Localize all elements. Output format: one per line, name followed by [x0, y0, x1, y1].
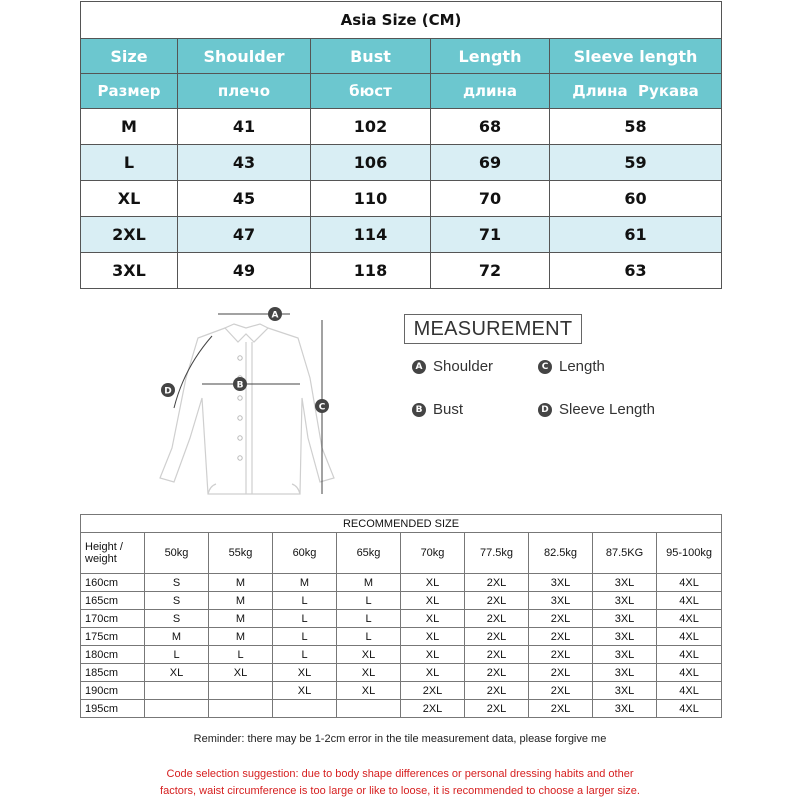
legend-d-icon: D — [538, 403, 552, 417]
recommended-size-cell: L — [273, 646, 337, 664]
marker-c-icon — [315, 399, 329, 413]
recommended-size-cell: 4XL — [657, 610, 722, 628]
recommended-size-cell: XL — [273, 664, 337, 682]
recommended-size-cell: XL — [401, 628, 465, 646]
recommended-size-cell: 4XL — [657, 700, 722, 718]
sleeve-cell: 58 — [550, 109, 722, 145]
recommended-size-cell: 2XL — [529, 646, 593, 664]
size-cell: XL — [81, 181, 178, 217]
legend-a-icon: A — [412, 360, 426, 374]
header-bust: Bust — [311, 39, 431, 74]
marker-c-label: C — [318, 402, 326, 413]
weight-header: 87.5KG — [593, 533, 657, 574]
marker-a-label: A — [271, 310, 279, 321]
height-weight-corner: Height / weight — [81, 533, 145, 574]
header-shoulder: Shoulder — [178, 39, 311, 74]
sleeve-cell: 61 — [550, 217, 722, 253]
marker-b-label: B — [236, 380, 244, 391]
header-bust-ru: бюст — [311, 74, 431, 109]
recommended-size-row — [81, 592, 722, 610]
recommended-size-cell — [145, 700, 209, 718]
recommended-size-cell: 3XL — [593, 682, 657, 700]
recommended-size-cell: 3XL — [593, 592, 657, 610]
legend-b-icon: B — [412, 403, 426, 417]
bust-cell: 102 — [311, 109, 431, 145]
header-length-ru: длина — [431, 74, 550, 109]
recommended-size-cell: 3XL — [529, 592, 593, 610]
recommended-size-row — [81, 700, 722, 718]
recommended-size-cell: M — [209, 574, 273, 592]
height-cell: 170cm — [81, 610, 145, 628]
legend-item-bust — [412, 401, 463, 418]
recommended-size-cell: XL — [401, 646, 465, 664]
bust-cell: 106 — [311, 145, 431, 181]
recommended-size-cell: 4XL — [657, 664, 722, 682]
recommended-size-cell: 2XL — [401, 682, 465, 700]
recommended-size-cell: 3XL — [593, 700, 657, 718]
weight-header: 95-100kg — [657, 533, 722, 574]
size-row — [81, 109, 722, 145]
recommended-size-cell: 2XL — [465, 682, 529, 700]
recommended-size-header — [81, 533, 722, 574]
length-cell: 68 — [431, 109, 550, 145]
recommended-size-cell: 2XL — [529, 610, 593, 628]
recommended-size-cell: M — [273, 574, 337, 592]
recommended-size-cell — [209, 682, 273, 700]
recommended-size-body — [81, 574, 722, 718]
recommended-size-cell — [145, 682, 209, 700]
recommended-size-title: RECOMMENDED SIZE — [81, 515, 722, 533]
recommended-size-cell: 4XL — [657, 628, 722, 646]
height-cell: 185cm — [81, 664, 145, 682]
recommended-size-row — [81, 574, 722, 592]
recommended-size-cell: XL — [401, 592, 465, 610]
bust-cell: 110 — [311, 181, 431, 217]
recommended-size-cell: M — [209, 592, 273, 610]
recommended-size-cell: S — [145, 592, 209, 610]
shoulder-cell: 45 — [178, 181, 311, 217]
size-chart-table — [80, 1, 722, 289]
recommended-size-cell: 2XL — [529, 664, 593, 682]
recommended-size-cell: 3XL — [593, 610, 657, 628]
measurement-legend-title: MEASUREMENT — [404, 314, 582, 344]
weight-header: 60kg — [273, 533, 337, 574]
recommended-size-cell: 4XL — [657, 646, 722, 664]
bust-cell: 114 — [311, 217, 431, 253]
recommended-size-cell: M — [337, 574, 401, 592]
recommended-size-cell — [337, 700, 401, 718]
recommended-size-cell: 2XL — [529, 628, 593, 646]
recommended-size-row — [81, 682, 722, 700]
recommended-size-cell: XL — [145, 664, 209, 682]
size-cell: 2XL — [81, 217, 178, 253]
recommended-size-cell: 4XL — [657, 592, 722, 610]
size-row — [81, 145, 722, 181]
recommended-size-cell: L — [273, 592, 337, 610]
size-row — [81, 217, 722, 253]
recommended-size-cell: M — [209, 628, 273, 646]
size-row — [81, 181, 722, 217]
length-cell: 71 — [431, 217, 550, 253]
recommended-size-row — [81, 664, 722, 682]
recommended-size-cell: 2XL — [529, 682, 593, 700]
legend-label: Shoulder — [433, 358, 494, 375]
recommended-size-cell: 4XL — [657, 682, 722, 700]
recommended-size-cell — [273, 700, 337, 718]
shoulder-cell: 41 — [178, 109, 311, 145]
recommended-size-cell: 3XL — [593, 574, 657, 592]
legend-item-length — [538, 358, 605, 375]
recommended-size-cell: XL — [337, 664, 401, 682]
header-size-ru: Размер — [81, 74, 178, 109]
header-sleeve-length-ru: Длина Рукава — [550, 74, 722, 109]
header-shoulder-ru: плечо — [178, 74, 311, 109]
recommended-size-cell: 2XL — [465, 574, 529, 592]
recommended-size-cell: 3XL — [593, 664, 657, 682]
recommended-size-cell: 2XL — [465, 646, 529, 664]
height-cell: 160cm — [81, 574, 145, 592]
shirt-measurement-diagram — [150, 298, 350, 498]
shoulder-cell: 47 — [178, 217, 311, 253]
recommended-size-cell: S — [145, 574, 209, 592]
header-sleeve-length: Sleeve length — [550, 39, 722, 74]
height-cell: 165cm — [81, 592, 145, 610]
height-cell: 175cm — [81, 628, 145, 646]
recommended-size-cell: M — [209, 610, 273, 628]
sleeve-cell: 59 — [550, 145, 722, 181]
length-cell: 72 — [431, 253, 550, 289]
size-chart-title: Asia Size (CM) — [81, 2, 722, 39]
shirt-button-icons — [238, 356, 242, 460]
height-cell: 190cm — [81, 682, 145, 700]
recommended-size-cell: 2XL — [465, 628, 529, 646]
legend-item-shoulder — [412, 358, 493, 375]
height-cell: 180cm — [81, 646, 145, 664]
recommended-size-cell: 2XL — [465, 592, 529, 610]
size-cell: 3XL — [81, 253, 178, 289]
weight-header: 70kg — [401, 533, 465, 574]
reminder-note: Reminder: there may be 1-2cm error in the tile measurement data, please forgive me — [193, 733, 607, 745]
length-cell: 70 — [431, 181, 550, 217]
weight-header: 77.5kg — [465, 533, 529, 574]
weight-header: 65kg — [337, 533, 401, 574]
legend-label: Length — [559, 358, 605, 375]
recommended-size-cell — [209, 700, 273, 718]
recommended-size-cell: 3XL — [593, 646, 657, 664]
size-cell: M — [81, 109, 178, 145]
sleeve-cell: 60 — [550, 181, 722, 217]
header-length: Length — [431, 39, 550, 74]
sleeve-measure-line — [174, 336, 212, 408]
legend-label: Bust — [433, 401, 464, 418]
recommended-size-cell: M — [145, 628, 209, 646]
shirt-outline-icon — [160, 324, 334, 494]
recommended-size-cell: XL — [401, 610, 465, 628]
recommended-size-table — [80, 514, 722, 718]
recommended-size-cell: L — [145, 646, 209, 664]
shoulder-cell: 49 — [178, 253, 311, 289]
recommended-size-cell: XL — [401, 574, 465, 592]
header-size: Size — [81, 39, 178, 74]
height-cell: 195cm — [81, 700, 145, 718]
legend-item-sleeve-length — [538, 401, 655, 418]
recommended-size-cell: L — [273, 628, 337, 646]
size-chart-header-en — [81, 39, 722, 74]
sleeve-cell: 63 — [550, 253, 722, 289]
length-cell: 69 — [431, 145, 550, 181]
recommended-size-cell: 3XL — [529, 574, 593, 592]
recommended-size-cell: XL — [337, 646, 401, 664]
recommended-size-cell: S — [145, 610, 209, 628]
weight-header: 55kg — [209, 533, 273, 574]
legend-label: Sleeve Length — [559, 401, 655, 418]
recommended-size-cell: XL — [273, 682, 337, 700]
recommended-size-cell: L — [273, 610, 337, 628]
recommended-size-cell: XL — [209, 664, 273, 682]
recommended-size-cell: XL — [401, 664, 465, 682]
recommended-size-cell: XL — [337, 682, 401, 700]
recommended-size-cell: 3XL — [593, 628, 657, 646]
recommended-size-cell: L — [337, 610, 401, 628]
marker-d-label: D — [164, 386, 172, 397]
bust-cell: 118 — [311, 253, 431, 289]
recommended-size-cell: 4XL — [657, 574, 722, 592]
recommended-size-row — [81, 646, 722, 664]
marker-b-icon — [233, 377, 247, 391]
weight-header: 50kg — [145, 533, 209, 574]
recommended-size-cell: 2XL — [465, 664, 529, 682]
recommended-size-cell: 2XL — [401, 700, 465, 718]
recommended-size-cell: 2XL — [465, 700, 529, 718]
recommended-size-row — [81, 610, 722, 628]
legend-c-icon: C — [538, 360, 552, 374]
recommended-size-cell: 2XL — [529, 700, 593, 718]
weight-header: 82.5kg — [529, 533, 593, 574]
size-chart-header-ru — [81, 74, 722, 109]
recommended-size-cell: L — [337, 592, 401, 610]
size-suggestion-note: Code selection suggestion: due to body shape differences or personal dressing habits and other factors, waist circumference is too large or like to loose, it is recommended to choose a larger size. — [160, 768, 640, 797]
recommended-size-cell: 2XL — [465, 610, 529, 628]
marker-d-icon — [161, 383, 175, 397]
recommended-size-cell: L — [337, 628, 401, 646]
recommended-size-cell: L — [209, 646, 273, 664]
size-cell: L — [81, 145, 178, 181]
size-row — [81, 253, 722, 289]
marker-a-icon — [268, 307, 282, 321]
shoulder-cell: 43 — [178, 145, 311, 181]
recommended-size-row — [81, 628, 722, 646]
